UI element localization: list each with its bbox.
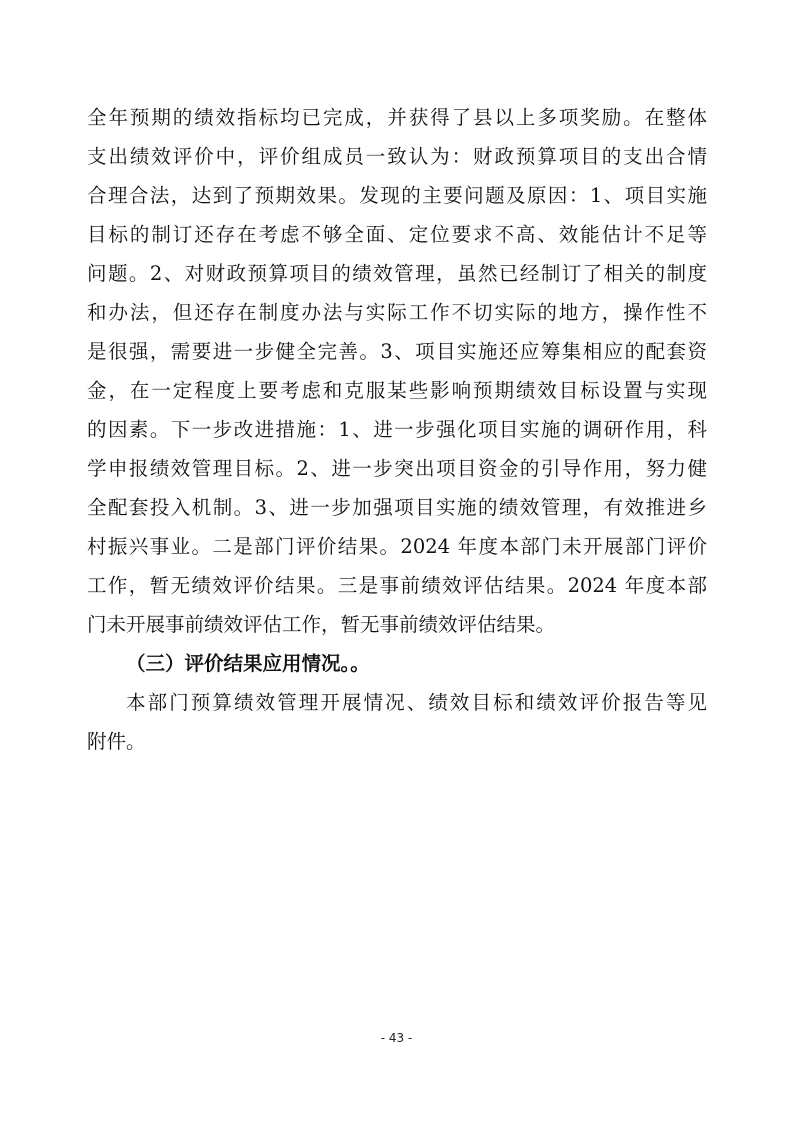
paragraph-line: 和办法，但还存在制度办法与实际工作不切实际的地方，操作性不 — [87, 301, 707, 324]
paragraph-line: 门未开展事前绩效评估工作，暂无事前绩效评估结果。 — [87, 613, 556, 636]
paragraph-line: 全年预期的绩效指标均已完成，并获得了县以上多项奖励。在整体 — [87, 106, 707, 129]
body-text — [87, 98, 707, 761]
paragraph-line: 全配套投入机制。3、进一步加强项目实施的绩效管理，有效推进乡 — [87, 496, 707, 519]
paragraph-line: 的因素。下一步改进措施：1、进一步强化项目实施的调研作用，科 — [87, 418, 707, 441]
paragraph-line: 目标的制订还存在考虑不够全面、定位要求不高、效能估计不足等 — [87, 223, 707, 246]
section-heading: （三）评价结果应用情况。。 — [126, 652, 370, 675]
paragraph-line: 支出绩效评价中，评价组成员一致认为：财政预算项目的支出合情 — [87, 145, 707, 168]
paragraph-line: 学申报绩效管理目标。2、进一步突出项目资金的引导作用，努力健 — [87, 457, 707, 480]
paragraph-line: 工作，暂无绩效评价结果。三是事前绩效评估结果。2024 年度本部 — [87, 574, 707, 597]
paragraph-line: 合理合法，达到了预期效果。发现的主要问题及原因：1、项目实施 — [87, 184, 707, 207]
page-number: - 43 - — [380, 1031, 413, 1045]
paragraph-line: 村振兴事业。二是部门评价结果。2024 年度本部门未开展部门评价 — [87, 535, 707, 558]
paragraph-line: 问题。2、对财政预算项目的绩效管理，虽然已经制订了相关的制度 — [87, 262, 707, 285]
paragraph-line: 金，在一定程度上要考虑和克服某些影响预期绩效目标设置与实现 — [87, 379, 707, 402]
paragraph-line: 是很强，需要进一步健全完善。3、项目实施还应筹集相应的配套资 — [87, 340, 707, 363]
paragraph-line: 附件。 — [87, 730, 146, 753]
paragraph-line: 本部门预算绩效管理开展情况、绩效目标和绩效评价报告等见 — [126, 691, 707, 714]
